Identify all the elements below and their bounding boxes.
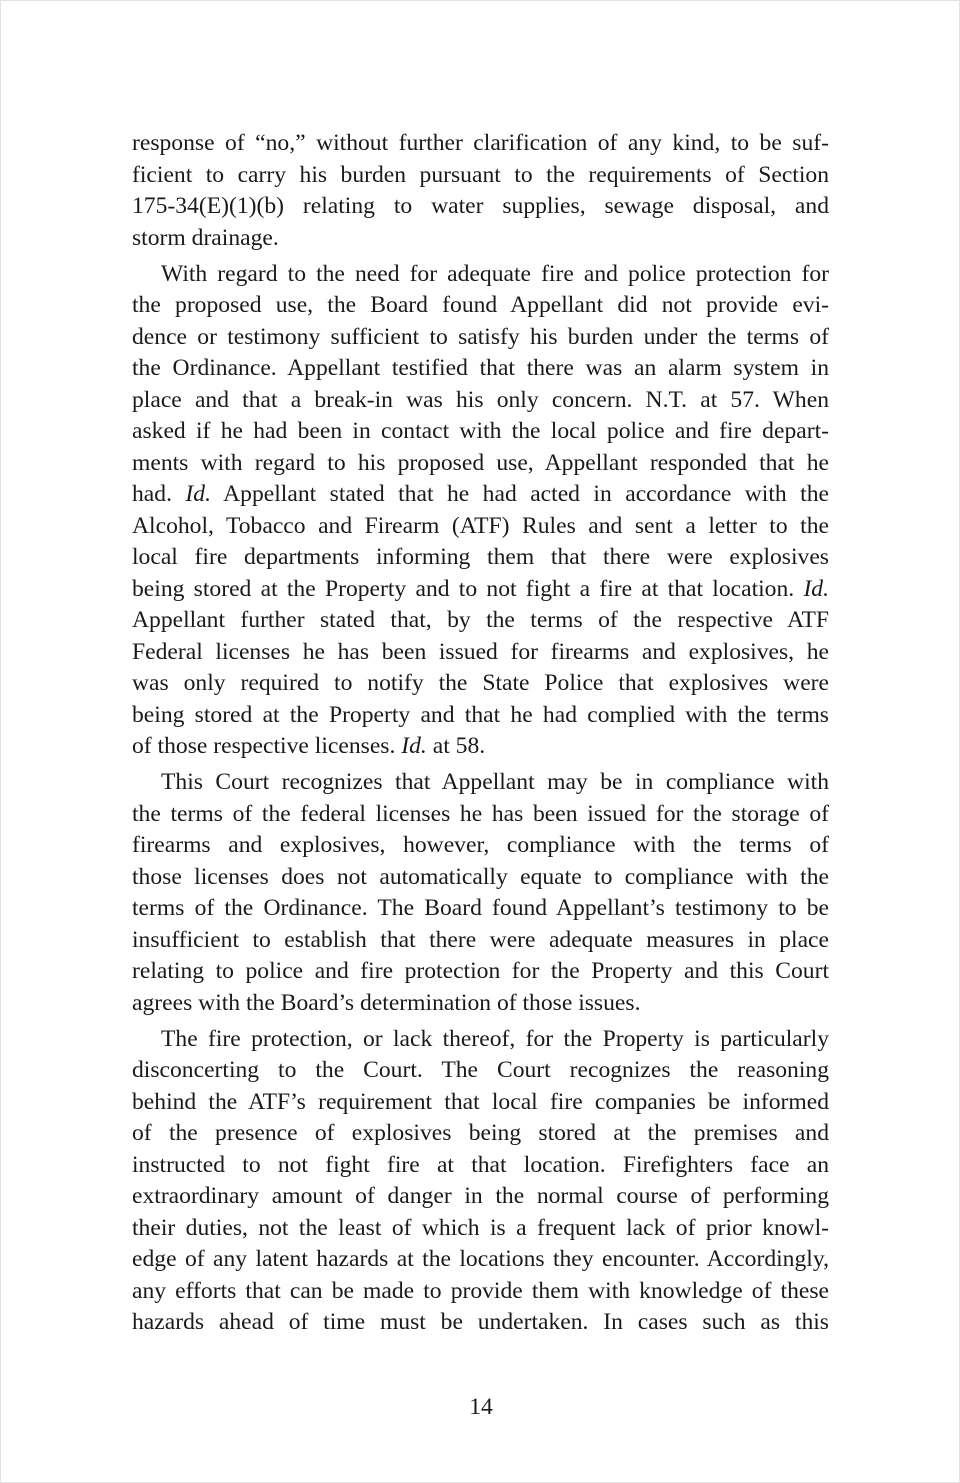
text-line: those licenses does not automatically equate to compliance with the [132,863,829,890]
text-line: the Ordinance. Appellant testified that there was an alarm system in [132,355,829,381]
paragraph-3 [132,767,829,1019]
text-line: of the presence of explosives being stored at the premises and [132,1120,829,1146]
text-line: dence or testimony sufficient to satisfy his burden under the terms of [132,323,829,350]
text-line: their duties, not the least of which is a frequent lack of prior knowl- [132,1214,829,1241]
text-line: Alcohol, Tobacco and Firearm (ATF) Rules and sent a letter to the [132,512,829,539]
text-line: The fire protection, or lack thereof, for the Property is particularly [161,1025,829,1052]
text-line: firearms and explosives, however, compliance with the terms of [132,832,829,858]
body-text [132,128,829,1339]
text-line: any efforts that can be made to provide them with knowledge of these [132,1277,829,1304]
text-line: terms of the Ordinance. The Board found Appellant’s testimony to be [132,895,829,921]
text-line: response of “no,” without further clarification of any kind, to be suf- [132,130,829,156]
text-line: place and that a break-in was his only concern. N.T. at 57. When [132,386,829,413]
text-line: Appellant further stated that, by the terms of the respective ATF [132,607,829,633]
page-number: 14 [469,1394,493,1420]
text-line: the proposed use, the Board found Appellant did not provide evi- [132,292,829,318]
text-line: disconcerting to the Court. The Court recognizes the reasoning [132,1057,829,1083]
paragraph-4 [132,1024,829,1339]
text-line: instructed to not fight fire at that location. Firefighters face an [132,1151,829,1178]
text-line: hazards ahead of time must be undertaken. In cases such as this [132,1309,829,1335]
text-line: ficient to carry his burden pursuant to the requirements of Section [132,161,829,188]
text-line: local fire departments informing them that there were explosives [132,544,829,570]
text-line: asked if he had been in contact with the local police and fire depart- [132,418,829,444]
text-line: being stored at the Property and to not fight a fire at that location. Id. [132,575,829,602]
text-line: of those respective licenses. Id. at 58. [132,733,486,759]
text-line: insufficient to establish that there were adequate measures in place [132,926,829,953]
paragraph-1 [132,128,829,254]
text-line: storm drainage. [132,224,279,251]
text-line: behind the ATF’s requirement that local fire companies be informed [132,1088,829,1115]
text-line: edge of any latent hazards at the locations they encounter. Accordingly, [132,1246,829,1272]
text-line: was only required to notify the State Police that explosives were [132,670,829,696]
text-line: This Court recognizes that Appellant may be in compliance with [161,769,829,795]
text-line: extraordinary amount of danger in the normal course of performing [132,1183,829,1209]
text-line: relating to police and fire protection for the Property and this Court [132,958,829,984]
text-line: Federal licenses he has been issued for firearms and explosives, he [132,638,829,665]
text-line: the terms of the federal licenses he has been issued for the storage of [132,800,829,827]
text-line: agrees with the Board’s determination of those issues. [132,989,641,1016]
text-line: ments with regard to his proposed use, Appellant responded that he [132,449,829,476]
text-line: With regard to the need for adequate fire and police protection for [161,260,829,287]
text-line: had. Id. Appellant stated that he had acted in accordance with the [132,481,829,507]
paragraph-2 [132,259,829,763]
text-line: 175-34(E)(1)(b) relating to water supplies, sewage disposal, and [132,193,829,219]
text-line: being stored at the Property and that he had complied with the terms [132,701,829,728]
